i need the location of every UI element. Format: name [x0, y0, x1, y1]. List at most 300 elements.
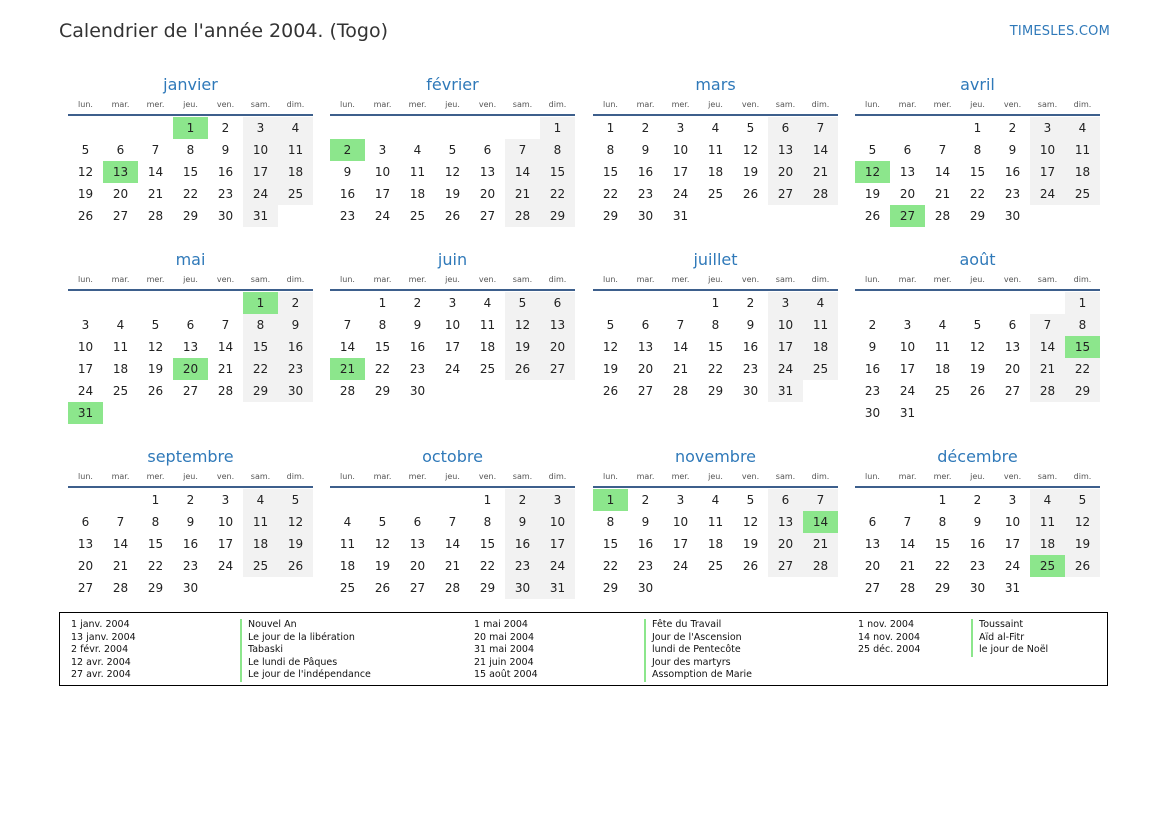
- weekday-label: jeu.: [708, 275, 723, 284]
- calendar-day: 25: [339, 581, 356, 595]
- calendar-day: 5: [746, 493, 755, 507]
- page-title: Calendrier de l'année 2004. (Togo): [59, 20, 388, 42]
- month-7: [855, 249, 1100, 424]
- month-8: [68, 446, 313, 599]
- calendar-day: 22: [934, 559, 951, 573]
- empty-cell: [435, 117, 470, 139]
- empty-cell: [435, 489, 470, 511]
- calendar-day: 19: [742, 165, 759, 179]
- weekday-label: mar.: [898, 100, 917, 109]
- calendar-day: 19: [969, 362, 986, 376]
- calendar-day: 11: [707, 143, 724, 157]
- weekday-label: lun.: [78, 275, 93, 284]
- calendar-day: 10: [899, 340, 916, 354]
- calendar-day: 10: [374, 165, 391, 179]
- holiday-day: 15: [1065, 336, 1100, 358]
- calendar-day: 16: [1004, 165, 1021, 179]
- weekday-header: [855, 271, 1100, 291]
- calendar-day: 23: [182, 559, 199, 573]
- weekday-label: jeu.: [183, 472, 198, 481]
- calendar-day: 17: [77, 362, 94, 376]
- calendar-day: 25: [278, 183, 313, 205]
- weekday-label: mer.: [408, 472, 427, 481]
- holiday-name: Aïd al-Fitr: [979, 631, 1025, 643]
- calendar-day: 17: [672, 165, 689, 179]
- weekday-header: [593, 468, 838, 488]
- calendar-day: 11: [479, 318, 496, 332]
- calendar-day: 29: [243, 380, 278, 402]
- calendar-day: 15: [969, 165, 986, 179]
- calendar-day: 15: [540, 161, 575, 183]
- empty-cell: [925, 117, 960, 139]
- calendar-day: 12: [742, 515, 759, 529]
- calendar-day: 17: [444, 340, 461, 354]
- weekday-label: dim.: [286, 275, 305, 284]
- calendar-day: 11: [1065, 139, 1100, 161]
- calendar-day: 6: [81, 515, 90, 529]
- month-name: juin: [437, 250, 468, 269]
- day-grid: [855, 117, 1100, 227]
- calendar-day: 10: [672, 515, 689, 529]
- calendar-day: 25: [112, 384, 129, 398]
- weekday-label: dim.: [286, 100, 305, 109]
- weekday-label: jeu.: [183, 275, 198, 284]
- month-4: [68, 249, 313, 424]
- day-grid: [68, 117, 313, 227]
- calendar-day: 26: [602, 384, 619, 398]
- calendar-day: 8: [1065, 314, 1100, 336]
- calendar-day: 24: [899, 384, 916, 398]
- holiday-date: 31 mai 2004: [474, 644, 535, 655]
- calendar-day: 29: [602, 581, 619, 595]
- calendar-day: 14: [217, 340, 234, 354]
- calendar-day: 21: [505, 183, 540, 205]
- weekday-header: [855, 468, 1100, 488]
- calendar-day: 31: [243, 205, 278, 227]
- calendar-day: 6: [483, 143, 492, 157]
- calendar-day: 25: [803, 358, 838, 380]
- weekday-label: mar.: [636, 275, 655, 284]
- calendar-day: 13: [899, 165, 916, 179]
- calendar-day: 29: [934, 581, 951, 595]
- legend-dates-col-2: [474, 619, 538, 682]
- calendar-day: 19: [77, 187, 94, 201]
- calendar-day: 18: [112, 362, 129, 376]
- weekday-label: sam.: [775, 275, 796, 284]
- empty-cell: [505, 117, 540, 139]
- calendar-day: 20: [112, 187, 129, 201]
- calendar-day: 5: [151, 318, 160, 332]
- calendar-day: 24: [444, 362, 461, 376]
- calendar-day: 9: [868, 340, 877, 354]
- empty-cell: [890, 117, 925, 139]
- calendar-day: 21: [1030, 358, 1065, 380]
- calendar-day: 9: [413, 318, 422, 332]
- calendar-day: 24: [243, 183, 278, 205]
- calendar-day: 12: [505, 314, 540, 336]
- weekday-label: lun.: [603, 100, 618, 109]
- empty-cell: [103, 292, 138, 314]
- weekday-label: sam.: [250, 100, 271, 109]
- calendar-day: 17: [1004, 537, 1021, 551]
- calendar-day: 23: [1004, 187, 1021, 201]
- calendar-day: 7: [803, 489, 838, 511]
- empty-cell: [855, 292, 890, 314]
- calendar-day: 14: [112, 537, 129, 551]
- calendar-day: 2: [641, 121, 650, 135]
- calendar-day: 27: [540, 358, 575, 380]
- weekday-label: jeu.: [445, 275, 460, 284]
- month-6: [593, 249, 838, 402]
- calendar-day: 19: [444, 187, 461, 201]
- empty-cell: [400, 489, 435, 511]
- calendar-day: 4: [343, 515, 352, 529]
- weekday-header: [593, 96, 838, 116]
- weekday-label: dim.: [286, 472, 305, 481]
- empty-cell: [925, 292, 960, 314]
- weekday-label: ven.: [1003, 100, 1022, 109]
- calendar-day: 23: [409, 362, 426, 376]
- calendar-day: 22: [602, 559, 619, 573]
- calendar-day: 17: [540, 533, 575, 555]
- calendar-day: 7: [803, 117, 838, 139]
- empty-cell: [103, 117, 138, 139]
- month-name: mars: [695, 75, 736, 94]
- holiday-name: Assomption de Marie: [652, 669, 753, 680]
- calendar-day: 6: [186, 318, 195, 332]
- calendar-day: 2: [221, 121, 230, 135]
- calendar-day: 3: [1008, 493, 1017, 507]
- calendar-day: 16: [742, 340, 759, 354]
- calendar-day: 11: [934, 340, 951, 354]
- calendar-day: 2: [186, 493, 195, 507]
- day-grid: [855, 292, 1100, 424]
- calendar-day: 1: [711, 296, 720, 310]
- calendar-day: 11: [409, 165, 426, 179]
- calendar-day: 12: [742, 143, 759, 157]
- calendar-day: 18: [803, 336, 838, 358]
- calendar-day: 30: [1004, 209, 1021, 223]
- month-10: [593, 446, 838, 599]
- day-grid: [330, 489, 575, 599]
- calendar-day: 21: [672, 362, 689, 376]
- weekday-header: [68, 271, 313, 291]
- calendar-day: 11: [803, 314, 838, 336]
- weekday-label: jeu.: [445, 100, 460, 109]
- calendar-day: 14: [505, 161, 540, 183]
- calendar-day: 7: [116, 515, 125, 529]
- calendar-day: 28: [1030, 380, 1065, 402]
- calendar-day: 18: [707, 165, 724, 179]
- calendar-day: 1: [1065, 292, 1100, 314]
- calendar-day: 4: [413, 143, 422, 157]
- calendar-day: 19: [147, 362, 164, 376]
- calendar-day: 17: [768, 336, 803, 358]
- calendar-day: 8: [711, 318, 720, 332]
- weekday-label: lun.: [340, 472, 355, 481]
- weekday-label: mar.: [898, 472, 917, 481]
- calendar-day: 2: [278, 292, 313, 314]
- holiday-date: 20 mai 2004: [474, 631, 535, 643]
- weekday-header: [330, 96, 575, 116]
- calendar-day: 27: [1004, 384, 1021, 398]
- calendar-day: 3: [1030, 117, 1065, 139]
- calendar-day: 23: [969, 559, 986, 573]
- calendar-day: 13: [409, 537, 426, 551]
- holiday-name: Le jour de l'indépendance: [248, 669, 371, 680]
- legend-dates-col-3: [858, 619, 920, 657]
- calendar-day: 27: [479, 209, 496, 223]
- calendar-day: 23: [278, 358, 313, 380]
- weekday-label: jeu.: [970, 100, 985, 109]
- calendar-day: 20: [768, 533, 803, 555]
- calendar-day: 11: [243, 511, 278, 533]
- holiday-date: 12 avr. 2004: [71, 656, 131, 668]
- calendar-day: 23: [505, 555, 540, 577]
- holiday-date: 1 mai 2004: [474, 619, 528, 630]
- calendar-day: 27: [77, 581, 94, 595]
- calendar-day: 16: [339, 187, 356, 201]
- calendar-day: 9: [746, 318, 755, 332]
- calendar-day: 22: [969, 187, 986, 201]
- calendar-day: 31: [672, 209, 689, 223]
- calendar-day: 7: [151, 143, 160, 157]
- calendar-day: 7: [903, 515, 912, 529]
- weekday-label: mar.: [898, 275, 917, 284]
- empty-cell: [173, 292, 208, 314]
- month-name: septembre: [147, 447, 234, 466]
- month-name: janvier: [163, 75, 218, 94]
- calendar-day: 1: [483, 493, 492, 507]
- calendar-day: 4: [938, 318, 947, 332]
- calendar-day: 29: [602, 209, 619, 223]
- holiday-date: 14 nov. 2004: [858, 631, 921, 643]
- day-grid: [855, 489, 1100, 599]
- legend-dates-col-1: [71, 619, 136, 682]
- calendar-day: 27: [864, 581, 881, 595]
- calendar-day: 9: [505, 511, 540, 533]
- calendar-day: 7: [343, 318, 352, 332]
- weekday-label: jeu.: [183, 100, 198, 109]
- weekday-label: mar.: [373, 275, 392, 284]
- calendar-day: 5: [505, 292, 540, 314]
- calendar-day: 20: [864, 559, 881, 573]
- holiday-date: 1 janv. 2004: [71, 619, 130, 630]
- calendar-day: 4: [116, 318, 125, 332]
- calendar-day: 6: [903, 143, 912, 157]
- calendar-day: 1: [151, 493, 160, 507]
- empty-cell: [138, 117, 173, 139]
- calendar-day: 10: [672, 143, 689, 157]
- calendar-day: 30: [182, 581, 199, 595]
- calendar-day: 20: [409, 559, 426, 573]
- calendar-day: 31: [768, 380, 803, 402]
- calendar-day: 26: [505, 358, 540, 380]
- holiday-day: 1: [593, 489, 628, 511]
- month-name: novembre: [674, 447, 757, 466]
- weekday-label: lun.: [340, 275, 355, 284]
- month-name: juillet: [693, 250, 738, 269]
- weekday-label: jeu.: [708, 100, 723, 109]
- calendar-day: 18: [707, 537, 724, 551]
- calendar-day: 27: [182, 384, 199, 398]
- calendar-day: 24: [768, 358, 803, 380]
- calendar-day: 3: [676, 493, 685, 507]
- month-name: octobre: [422, 447, 483, 466]
- calendar-day: 22: [182, 187, 199, 201]
- calendar-day: 11: [339, 537, 356, 551]
- calendar-day: 9: [221, 143, 230, 157]
- month-2: [593, 74, 838, 227]
- holiday-name: Jour des martyrs: [652, 656, 731, 668]
- calendar-day: 21: [803, 533, 838, 555]
- empty-cell: [470, 117, 505, 139]
- calendar-day: 8: [938, 515, 947, 529]
- calendar-day: 3: [221, 493, 230, 507]
- calendar-day: 25: [479, 362, 496, 376]
- weekday-label: sam.: [775, 100, 796, 109]
- holiday-name: Toussaint: [979, 619, 1024, 630]
- calendar-day: 15: [243, 336, 278, 358]
- calendar-day: 7: [676, 318, 685, 332]
- calendar-day: 16: [409, 340, 426, 354]
- weekday-label: mer.: [933, 100, 952, 109]
- calendar-day: 15: [602, 537, 619, 551]
- calendar-day: 14: [339, 340, 356, 354]
- calendar-day: 30: [637, 581, 654, 595]
- calendar-day: 14: [899, 537, 916, 551]
- holiday-date: 21 juin 2004: [474, 656, 534, 668]
- calendar-day: 28: [217, 384, 234, 398]
- weekday-label: ven.: [741, 472, 760, 481]
- calendar-day: 10: [768, 314, 803, 336]
- calendar-day: 28: [803, 555, 838, 577]
- calendar-day: 12: [602, 340, 619, 354]
- weekday-label: mar.: [111, 100, 130, 109]
- calendar-day: 6: [768, 489, 803, 511]
- calendar-day: 6: [641, 318, 650, 332]
- calendar-day: 22: [707, 362, 724, 376]
- weekday-label: sam.: [512, 100, 533, 109]
- weekday-label: ven.: [478, 472, 497, 481]
- calendar-day: 29: [479, 581, 496, 595]
- site-link[interactable]: TIMESLES.COM: [1009, 24, 1110, 39]
- calendar-day: 28: [672, 384, 689, 398]
- holiday-date: 2 févr. 2004: [71, 644, 129, 655]
- weekday-label: dim.: [811, 472, 830, 481]
- empty-cell: [365, 117, 400, 139]
- weekday-label: mar.: [111, 472, 130, 481]
- calendar-day: 19: [602, 362, 619, 376]
- calendar-day: 9: [186, 515, 195, 529]
- calendar-day: 23: [339, 209, 356, 223]
- weekday-label: sam.: [775, 472, 796, 481]
- weekday-label: lun.: [865, 472, 880, 481]
- calendar-day: 4: [711, 493, 720, 507]
- calendar-day: 7: [505, 139, 540, 161]
- weekday-label: mer.: [146, 100, 165, 109]
- calendar-day: 21: [899, 559, 916, 573]
- weekday-header: [68, 96, 313, 116]
- month-name: février: [426, 75, 479, 94]
- calendar-day: 23: [864, 384, 881, 398]
- empty-cell: [330, 489, 365, 511]
- calendar-day: 19: [374, 559, 391, 573]
- calendar-day: 30: [637, 209, 654, 223]
- calendar-day: 30: [505, 577, 540, 599]
- month-1: [330, 74, 575, 227]
- calendar-day: 8: [151, 515, 160, 529]
- calendar-day: 21: [444, 559, 461, 573]
- day-grid: [68, 489, 313, 599]
- calendar-day: 30: [278, 380, 313, 402]
- calendar-day: 11: [278, 139, 313, 161]
- calendar-day: 28: [934, 209, 951, 223]
- weekday-label: lun.: [865, 100, 880, 109]
- empty-cell: [855, 489, 890, 511]
- calendar-day: 24: [540, 555, 575, 577]
- calendar-day: 22: [602, 187, 619, 201]
- calendar-day: 23: [637, 559, 654, 573]
- calendar-day: 15: [182, 165, 199, 179]
- calendar-day: 20: [540, 336, 575, 358]
- holiday-name: le jour de Noël: [979, 644, 1049, 655]
- calendar-day: 2: [641, 493, 650, 507]
- calendar-day: 28: [339, 384, 356, 398]
- weekday-label: lun.: [78, 472, 93, 481]
- calendar-day: 12: [374, 537, 391, 551]
- weekday-label: lun.: [603, 275, 618, 284]
- calendar-day: 3: [676, 121, 685, 135]
- calendar-day: 18: [1065, 161, 1100, 183]
- weekday-label: lun.: [865, 275, 880, 284]
- calendar-day: 30: [864, 406, 881, 420]
- calendar-day: 31: [899, 406, 916, 420]
- calendar-day: 18: [409, 187, 426, 201]
- calendar-day: 11: [112, 340, 129, 354]
- weekday-label: dim.: [1073, 100, 1092, 109]
- calendar-day: 10: [243, 139, 278, 161]
- calendar-day: 12: [969, 340, 986, 354]
- calendar-day: 4: [483, 296, 492, 310]
- weekday-label: mar.: [373, 100, 392, 109]
- calendar-day: 16: [864, 362, 881, 376]
- weekday-label: sam.: [512, 472, 533, 481]
- calendar-day: 20: [637, 362, 654, 376]
- calendar-day: 29: [147, 581, 164, 595]
- calendar-day: 13: [1004, 340, 1021, 354]
- calendar-day: 1: [540, 117, 575, 139]
- empty-cell: [628, 292, 663, 314]
- calendar-day: 19: [864, 187, 881, 201]
- calendar-day: 11: [1030, 511, 1065, 533]
- calendar-day: 3: [903, 318, 912, 332]
- calendar-day: 14: [803, 139, 838, 161]
- calendar-day: 5: [448, 143, 457, 157]
- holiday-date: 15 août 2004: [474, 669, 538, 680]
- calendar-day: 8: [483, 515, 492, 529]
- calendar-day: 16: [637, 537, 654, 551]
- holiday-name: Le lundi de Pâques: [248, 656, 338, 668]
- calendar-day: 28: [112, 581, 129, 595]
- calendar-day: 21: [217, 362, 234, 376]
- holiday-day: 21: [330, 358, 365, 380]
- calendar-day: 1: [938, 493, 947, 507]
- weekday-header: [330, 271, 575, 291]
- calendar-day: 13: [637, 340, 654, 354]
- calendar-day: 18: [479, 340, 496, 354]
- calendar-day: 2: [746, 296, 755, 310]
